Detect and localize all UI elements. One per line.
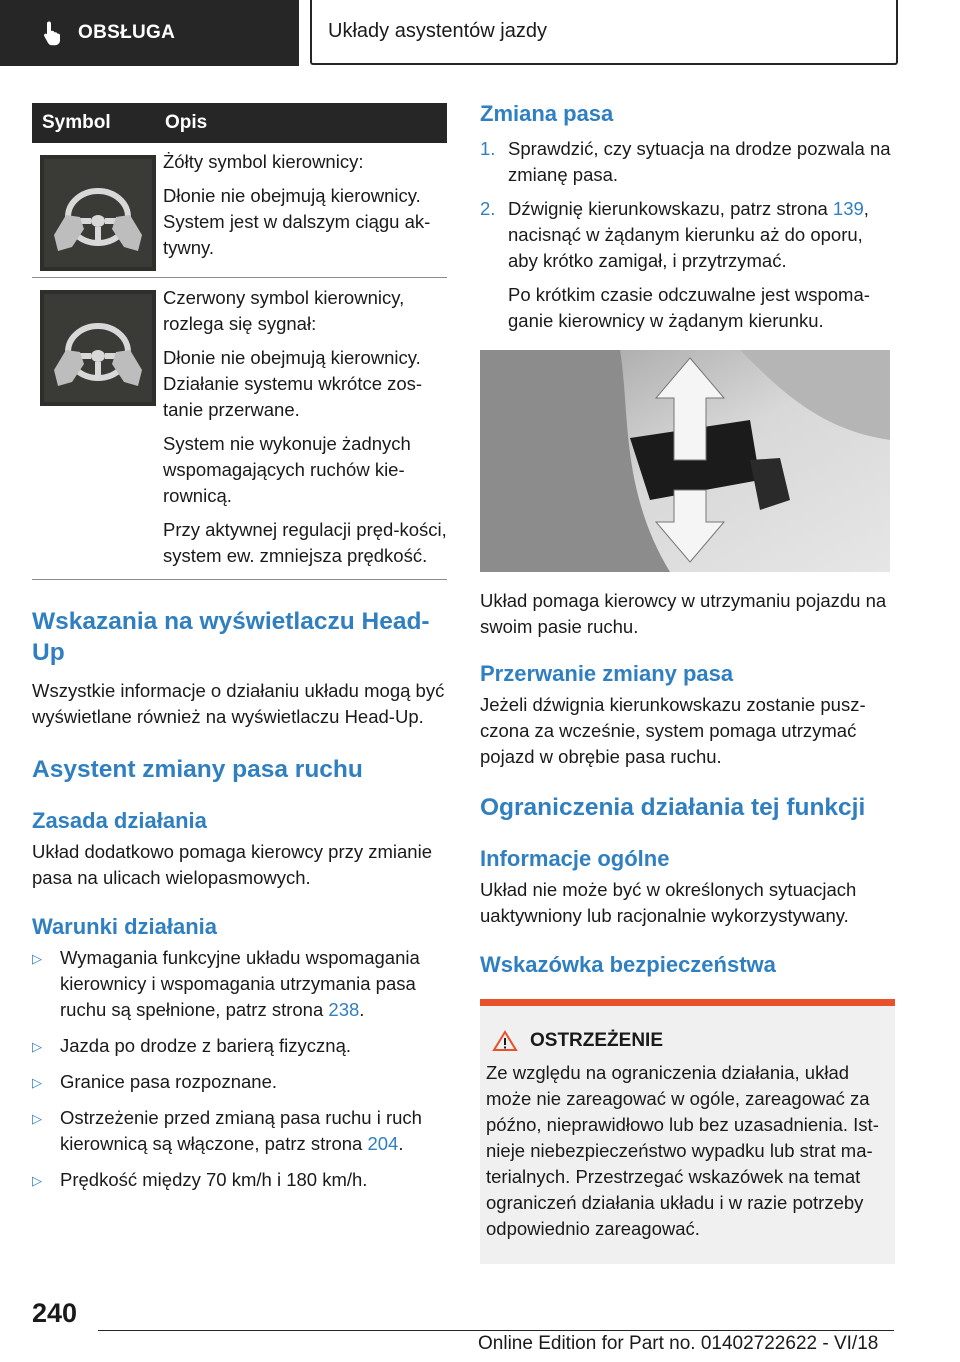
- row2-para: Czerwony symbol kierownicy, rozlega się sygnał:: [163, 287, 405, 334]
- chapter-title: Układy asystentów jazdy: [328, 20, 547, 42]
- abort-title: Przerwanie zmiany pasa: [480, 661, 734, 686]
- conditions-list: [32, 945, 447, 1193]
- abort-text: Jeżeli dźwignia kierunkowskazu zostanie pusz-czona za wcześnie, system pomaga utrzymać pojazd w obrębie pasa ruchu.: [480, 694, 866, 767]
- principle-text: Układ dodatkowo pomaga kierowcy przy zmianie pasa na ulicach wielopasmowych.: [32, 841, 432, 888]
- row2-para: Dłonie nie obejmują kierownicy. Działanie systemu wkrótce zos-tanie przerwane.: [163, 347, 423, 420]
- col-symbol-header: Symbol: [42, 112, 111, 133]
- limits-title: Ograniczenia działania tej funkcji: [480, 794, 866, 821]
- edition-text: Online Edition for Part no. 01402722622 - VI/18: [478, 1333, 879, 1354]
- page-link[interactable]: 238: [328, 999, 360, 1020]
- list-item: ▷ Granice pasa rozpoznane.: [32, 1069, 447, 1095]
- section-title: OBSŁUGA: [78, 22, 176, 43]
- hand-pointer-icon: [42, 20, 64, 46]
- table-row: [32, 143, 447, 278]
- triangle-bullet-icon: ▷: [32, 1075, 42, 1090]
- steering-wheel-hands-icon: [40, 155, 156, 271]
- table-row: [32, 278, 447, 580]
- left-column: [32, 103, 447, 1203]
- steering-wheel-hands-icon: [40, 290, 156, 406]
- triangle-bullet-icon: ▷: [32, 1039, 42, 1054]
- row2-para: Przy aktywnej regulacji pręd-kości, system ew. zmniejsza prędkość.: [163, 519, 447, 566]
- table-header: [32, 103, 447, 143]
- warning-triangle-icon: [492, 1030, 518, 1052]
- header-section-tab: [0, 0, 299, 66]
- row1-para: Żółty symbol kierownicy:: [163, 151, 364, 172]
- page-link[interactable]: 204: [367, 1133, 399, 1154]
- after-image-text: Układ pomaga kierowcy w utrzymaniu pojazdu na swoim pasie ruchu.: [480, 590, 887, 637]
- list-item: ▷ Prędkość między 70 km/h i 180 km/h.: [32, 1167, 447, 1193]
- lane-assist-title: Asystent zmiany pasa ruchu: [32, 756, 363, 783]
- page-number: 240: [32, 1298, 78, 1328]
- header-chapter: [310, 0, 898, 65]
- footer-divider: [98, 1330, 894, 1331]
- row2-para: System nie wykonuje żadnych wspomagających ruchów kie-rownicą.: [163, 433, 411, 506]
- step-2-note: Po krótkim czasie odczuwalne jest wspoma-ganie kierownicy w żądanym kierunku.: [508, 284, 870, 331]
- list-item: ▷ Wymagania funkcyjne układu wspomagania kierownicy i wspomagania utrzymania pasa ruchu są spełnione, patrz strona 238.: [32, 945, 447, 1023]
- col-desc-header: Opis: [165, 112, 208, 133]
- turn-signal-lever-image: [480, 350, 890, 572]
- triangle-bullet-icon: ▷: [32, 1111, 42, 1126]
- step-1: 1. Sprawdzić, czy sytuacja na drodze pozwala na zmianę pasa.: [480, 138, 891, 185]
- hud-text: Wszystkie informacje o działaniu układu mogą być wyświetlane również na wyświetlaczu Head-Up.: [32, 680, 445, 727]
- safety-title: Wskazówka bezpieczeństwa: [480, 952, 776, 977]
- lane-change-title: Zmiana pasa: [480, 101, 614, 126]
- list-item: ▷ Jazda po drodze z barierą fizyczną.: [32, 1033, 447, 1059]
- row1-para: Dłonie nie obejmują kierownicy. System jest w dalszym ciągu ak-tywny.: [163, 185, 431, 258]
- general-info-title: Informacje ogólne: [480, 846, 670, 871]
- triangle-bullet-icon: ▷: [32, 1173, 42, 1188]
- principle-title: Zasada działania: [32, 808, 207, 833]
- conditions-title: Warunki działania: [32, 914, 218, 939]
- warning-label: OSTRZEŻENIE: [530, 1030, 664, 1051]
- triangle-bullet-icon: ▷: [32, 951, 42, 966]
- step-2: 2. Dźwignię kierunkowskazu, patrz strona 139, nacisnąć w żądanym kierunku aż do oporu, aby krótko zamigał, i przytrzymać. Po krótkim czasie odczuwalne jest wspoma-ganie kierownicy w żądanym kierunku.: [480, 196, 895, 334]
- right-column: [480, 100, 895, 1264]
- page-link[interactable]: 139: [832, 198, 864, 219]
- warning-text: Ze względu na ograniczenia działania, układ może nie zareagować w ogóle, zareagować za późno, nieprawidłowo lub bez uzasadnienia. Ist-nieje niebezpieczeństwo wypadku lub strat ma-terialnych. Przestrzegać wskazówek na temat ograniczeń działania układu i w razie potrzeby odpowiednio zareagować.: [486, 1062, 879, 1239]
- hud-title: Wskazania na wyświetlaczu Head-Up: [32, 608, 430, 666]
- list-item: ▷ Ostrzeżenie przed zmianą pasa ruchu i ruch kierownicą są włączone, patrz strona 204.: [32, 1105, 447, 1157]
- general-info-text: Układ nie może być w określonych sytuacjach uaktywniony lub racjonalnie wykorzystywany.: [480, 879, 857, 926]
- warning-box: [480, 999, 895, 1264]
